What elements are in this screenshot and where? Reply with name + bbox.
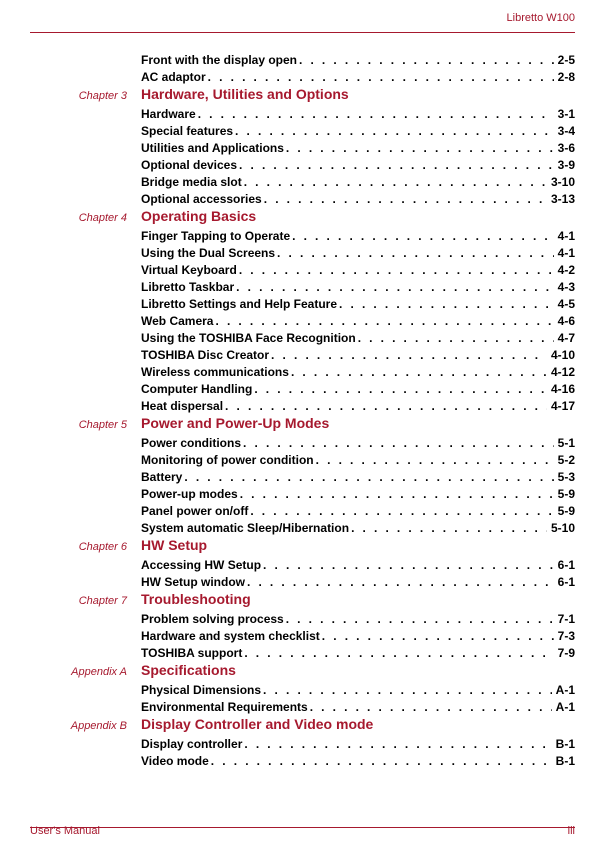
dot-leader	[198, 106, 554, 123]
toc-entry-page: 3-4	[557, 124, 575, 138]
toc-entry-row[interactable]	[0, 347, 613, 364]
toc-entry[interactable]	[141, 245, 575, 262]
toc-entry-title: Web Camera	[141, 314, 214, 328]
dot-leader	[244, 174, 547, 191]
dot-leader	[254, 381, 547, 398]
toc-entry-title: Accessing HW Setup	[141, 558, 262, 572]
toc-entry-row[interactable]	[0, 174, 613, 191]
toc-entry-page: 5-9	[557, 504, 575, 518]
chapter-heading	[0, 716, 613, 736]
footer-manual-label: User's Manual	[30, 825, 100, 837]
toc-entry-row[interactable]	[0, 191, 613, 208]
toc-entry-page: 4-1	[557, 246, 575, 260]
toc-entry-row[interactable]	[0, 645, 613, 662]
dot-leader	[277, 245, 554, 262]
toc-entry-row[interactable]	[0, 611, 613, 628]
toc-entry-page: A-1	[555, 700, 575, 714]
toc-entry[interactable]	[141, 330, 575, 347]
chapter-title-link[interactable]: Power and Power-Up Modes	[141, 415, 330, 431]
table-of-contents	[0, 52, 613, 770]
toc-entry[interactable]	[141, 191, 575, 208]
dot-leader	[211, 753, 552, 770]
toc-entry-title: Optional devices	[141, 158, 238, 172]
toc-entry-row[interactable]	[0, 245, 613, 262]
chapter-heading	[0, 86, 613, 106]
toc-entry[interactable]	[141, 557, 575, 574]
dot-leader	[271, 347, 547, 364]
toc-entry[interactable]	[141, 381, 575, 398]
toc-entry-page: 6-1	[557, 575, 575, 589]
chapter-title-link[interactable]: Display Controller and Video mode	[141, 716, 374, 732]
chapter-title-link[interactable]: Hardware, Utilities and Options	[141, 86, 349, 102]
dot-leader	[208, 69, 554, 86]
toc-entry-title: Hardware and system checklist	[141, 629, 320, 643]
toc-entry[interactable]	[141, 296, 575, 313]
dot-leader	[239, 262, 554, 279]
chapter-label: Chapter 4	[78, 212, 127, 224]
toc-entry-page: 4-7	[557, 331, 575, 345]
toc-entry[interactable]	[141, 699, 575, 716]
dot-leader	[358, 330, 554, 347]
toc-entry[interactable]	[141, 645, 575, 662]
toc-entry[interactable]	[141, 279, 575, 296]
chapter-title-link[interactable]: Troubleshooting	[141, 591, 251, 607]
toc-entry-row[interactable]	[0, 106, 613, 123]
toc-entry-page: 2-8	[557, 70, 575, 84]
toc-entry-row[interactable]	[0, 69, 613, 86]
toc-entry[interactable]	[141, 682, 575, 699]
toc-entry[interactable]	[141, 69, 575, 86]
toc-entry-page: 4-5	[557, 297, 575, 311]
toc-entry-title: Using the Dual Screens	[141, 246, 276, 260]
toc-section	[0, 208, 613, 415]
toc-entry-page: 5-1	[557, 436, 575, 450]
toc-entry-title: AC adaptor	[141, 70, 206, 84]
toc-entry-title: Panel power on/off	[141, 504, 249, 518]
dot-leader	[225, 398, 547, 415]
toc-entry-page: B-1	[555, 737, 575, 751]
toc-entry-title: Display controller	[141, 737, 243, 751]
toc-entry-row[interactable]	[0, 557, 613, 574]
chapter-heading	[0, 537, 613, 557]
toc-entry-title: Problem solving process	[141, 612, 284, 626]
dot-leader	[339, 296, 554, 313]
toc-entry-row[interactable]	[0, 123, 613, 140]
dot-leader	[263, 557, 554, 574]
toc-entry-page: A-1	[555, 683, 575, 697]
dot-leader	[247, 574, 554, 591]
toc-entry-row[interactable]	[0, 140, 613, 157]
dot-leader	[239, 157, 554, 174]
chapter-title-link[interactable]: Specifications	[141, 662, 236, 678]
dot-leader	[291, 364, 547, 381]
toc-entry-page: 5-2	[557, 453, 575, 467]
toc-entry-row[interactable]	[0, 452, 613, 469]
toc-entry-title: Computer Handling	[141, 382, 253, 396]
toc-entry-page: 4-1	[557, 229, 575, 243]
toc-entry-row[interactable]	[0, 628, 613, 645]
toc-entry[interactable]	[141, 452, 575, 469]
toc-entry-row[interactable]	[0, 520, 613, 537]
toc-entry-title: HW Setup window	[141, 575, 245, 589]
toc-entry-page: 7-3	[557, 629, 575, 643]
toc-entry-title: Battery	[141, 470, 183, 484]
chapter-heading	[0, 415, 613, 435]
toc-entry-title: System automatic Sleep/Hibernation	[141, 521, 350, 535]
toc-entry-title: TOSHIBA support	[141, 646, 243, 660]
toc-entry-page: 4-2	[557, 263, 575, 277]
toc-entry[interactable]	[141, 736, 575, 753]
dot-leader	[264, 191, 547, 208]
toc-entry-title: Libretto Settings and Help Feature	[141, 297, 338, 311]
chapter-heading	[0, 591, 613, 611]
toc-entry-page: 4-6	[557, 314, 575, 328]
toc-entry-row[interactable]	[0, 296, 613, 313]
toc-entry[interactable]	[141, 228, 575, 245]
toc-entry-row[interactable]	[0, 279, 613, 296]
dot-leader	[322, 628, 554, 645]
toc-entry-row[interactable]	[0, 753, 613, 770]
dot-leader	[286, 140, 554, 157]
toc-entry-page: 7-9	[557, 646, 575, 660]
toc-entry-page: 5-9	[557, 487, 575, 501]
dot-leader	[243, 435, 554, 452]
toc-section	[0, 716, 613, 770]
footer-rule	[30, 827, 575, 828]
dot-leader	[263, 682, 552, 699]
toc-entry[interactable]	[141, 611, 575, 628]
dot-leader	[236, 279, 554, 296]
toc-entry[interactable]	[141, 174, 575, 191]
toc-entry-row[interactable]	[0, 398, 613, 415]
toc-entry-page: 3-6	[557, 141, 575, 155]
chapter-title-link[interactable]: HW Setup	[141, 537, 208, 553]
chapter-label: Chapter 6	[78, 541, 127, 553]
toc-entry[interactable]	[141, 628, 575, 645]
toc-entry-page: 3-1	[557, 107, 575, 121]
dot-leader	[310, 699, 552, 716]
toc-entry[interactable]	[141, 106, 575, 123]
toc-entry-row[interactable]	[0, 486, 613, 503]
toc-entry-row[interactable]	[0, 52, 613, 69]
dot-leader	[184, 469, 553, 486]
toc-entry-title: Virtual Keyboard	[141, 263, 237, 277]
toc-entry-title: Front with the display open	[141, 53, 297, 67]
toc-entry-page: 3-13	[550, 192, 575, 206]
toc-entry-title: Environmental Requirements	[141, 700, 308, 714]
toc-entry[interactable]	[141, 435, 575, 452]
toc-section	[0, 537, 613, 591]
toc-entry-title: Using the TOSHIBA Face Recognition	[141, 331, 356, 345]
dot-leader	[250, 503, 553, 520]
toc-entry-title: Physical Dimensions	[141, 683, 262, 697]
chapter-label: Chapter 3	[78, 90, 127, 102]
toc-entry-row[interactable]	[0, 313, 613, 330]
toc-entry-title: Heat dispersal	[141, 399, 224, 413]
header-rule	[30, 32, 575, 33]
toc-entry-page: 3-9	[557, 158, 575, 172]
toc-entry[interactable]	[141, 140, 575, 157]
chapter-heading	[0, 662, 613, 682]
toc-entry[interactable]	[141, 52, 575, 69]
dot-leader	[215, 313, 553, 330]
toc-entry-title: Optional accessories	[141, 192, 262, 206]
toc-entry[interactable]	[141, 313, 575, 330]
toc-entry[interactable]	[141, 157, 575, 174]
toc-entry[interactable]	[141, 398, 575, 415]
toc-entry-page: 4-16	[550, 382, 575, 396]
toc-entry-title: Power conditions	[141, 436, 242, 450]
chapter-label: Chapter 5	[78, 419, 127, 431]
dot-leader	[351, 520, 547, 537]
toc-entry-row[interactable]	[0, 228, 613, 245]
toc-entry[interactable]	[141, 520, 575, 537]
dot-leader	[240, 486, 554, 503]
toc-entry-title: Power-up modes	[141, 487, 238, 501]
toc-entry-title: Hardware	[141, 107, 196, 121]
toc-entry-title: Bridge media slot	[141, 175, 242, 189]
toc-entry-page: 5-3	[557, 470, 575, 484]
toc-entry[interactable]	[141, 503, 575, 520]
toc-entry[interactable]	[141, 347, 575, 364]
toc-entry[interactable]	[141, 262, 575, 279]
toc-entry-page: 2-5	[557, 53, 575, 67]
toc-entry-row[interactable]	[0, 262, 613, 279]
toc-entry-title: Monitoring of power condition	[141, 453, 314, 467]
toc-entry-row[interactable]	[0, 330, 613, 347]
chapter-label: Appendix A	[71, 666, 127, 678]
toc-entry-page: B-1	[555, 754, 575, 768]
toc-entry-row[interactable]	[0, 503, 613, 520]
toc-entry-row[interactable]	[0, 699, 613, 716]
toc-entry-title: Video mode	[141, 754, 209, 768]
toc-entry[interactable]	[141, 486, 575, 503]
chapter-heading	[0, 208, 613, 228]
toc-entry-title: Special features	[141, 124, 234, 138]
toc-entry-row[interactable]	[0, 381, 613, 398]
toc-entry[interactable]	[141, 123, 575, 140]
toc-entry-title: Finger Tapping to Operate	[141, 229, 291, 243]
toc-entry-title: Wireless communications	[141, 365, 289, 379]
chapter-label: Appendix B	[70, 720, 127, 732]
dot-leader	[286, 611, 554, 628]
footer-page-number: iii	[567, 825, 575, 837]
toc-entry-page: 4-12	[550, 365, 575, 379]
chapter-label: Chapter 7	[78, 595, 127, 607]
toc-entry-row[interactable]	[0, 469, 613, 486]
toc-entry-page: 4-10	[550, 348, 575, 362]
toc-entry-row[interactable]	[0, 435, 613, 452]
toc-entry[interactable]	[141, 753, 575, 770]
toc-section	[0, 415, 613, 537]
dot-leader	[235, 123, 554, 140]
toc-entry-page: 4-3	[557, 280, 575, 294]
toc-entry-row[interactable]	[0, 682, 613, 699]
chapter-title-link[interactable]: Operating Basics	[141, 208, 257, 224]
dot-leader	[244, 645, 553, 662]
toc-section	[0, 52, 613, 86]
toc-entry-page: 6-1	[557, 558, 575, 572]
dot-leader	[244, 736, 551, 753]
toc-entry-page: 5-10	[550, 521, 575, 535]
toc-entry-row[interactable]	[0, 364, 613, 381]
toc-entry-page: 3-10	[550, 175, 575, 189]
toc-entry[interactable]	[141, 364, 575, 381]
toc-entry-row[interactable]	[0, 574, 613, 591]
toc-section	[0, 591, 613, 662]
dot-leader	[316, 452, 554, 469]
toc-entry-row[interactable]	[0, 736, 613, 753]
dot-leader	[299, 52, 554, 69]
toc-entry[interactable]	[141, 574, 575, 591]
toc-section	[0, 86, 613, 208]
toc-entry-title: Libretto Taskbar	[141, 280, 235, 294]
toc-entry-page: 4-17	[550, 399, 575, 413]
toc-entry[interactable]	[141, 469, 575, 486]
toc-entry-title: TOSHIBA Disc Creator	[141, 348, 270, 362]
toc-entry-row[interactable]	[0, 157, 613, 174]
toc-entry-title: Utilities and Applications	[141, 141, 284, 155]
toc-section	[0, 662, 613, 716]
dot-leader	[292, 228, 554, 245]
page-header-title: Libretto W100	[506, 12, 575, 24]
toc-entry-page: 7-1	[557, 612, 575, 626]
